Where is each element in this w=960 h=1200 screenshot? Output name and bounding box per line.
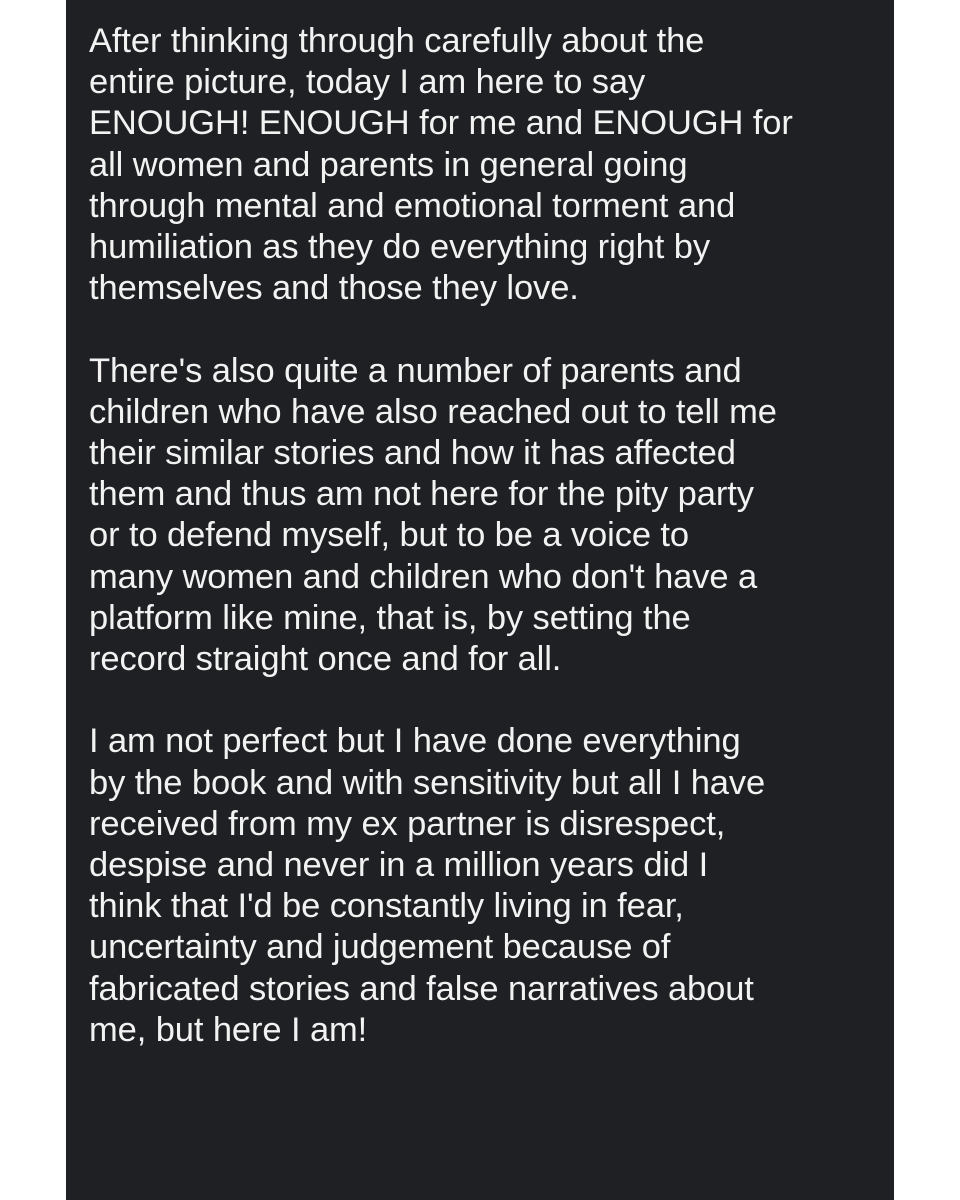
text-post-panel [66, 0, 894, 1200]
post-paragraph-3: I am not perfect but I have done everything by the book and with sensitivity but all I have received from my ex partner is disrespect, despise and never in a million years did I think that I'd be constantly living in fear, uncertainty and judgement because of fabricated stories and false narratives about me, but here I am! [89, 722, 766, 1049]
post-paragraph-2: There's also quite a number of parents and children who have also reached out to tell me their similar stories and how it has affected them and thus am not here for the pity party or to defend myself, but to be a voice to many women and children who don't have a platform like mine, that is, by setting the record straight once and for all. [89, 351, 777, 679]
post-paragraph-1: After thinking through carefully about the entire picture, today I am here to say ENOUGH! ENOUGH for me and ENOUGH for all women and parents in general going through mental and emotional torment and humiliation as they do everything right by themselves and those they love. [89, 22, 793, 308]
post-body [89, 21, 889, 1051]
